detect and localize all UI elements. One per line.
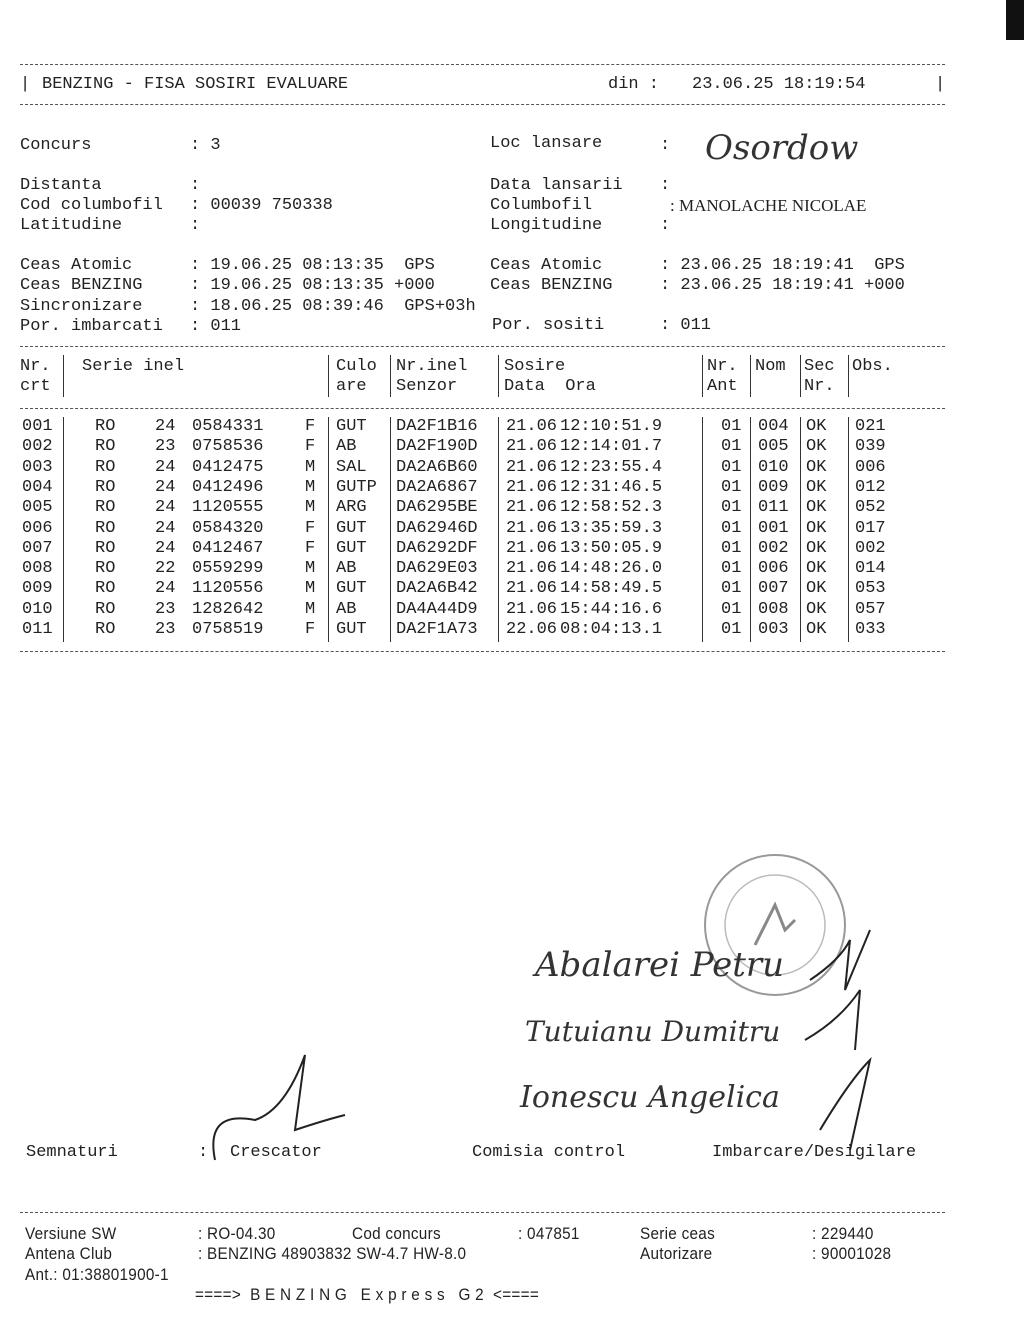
row-sec: OK: [806, 579, 827, 599]
column-separator: [498, 417, 499, 642]
row-nom: 006: [758, 559, 789, 579]
row-obs: 006: [855, 457, 886, 477]
column-separator: [848, 355, 849, 397]
row-sensor: DA629E03: [396, 559, 478, 579]
col-header-sec: Sec: [804, 357, 835, 376]
antena-value: : BENZING 48903832 SW-4.7 HW-8.0: [198, 1244, 467, 1263]
divider: [20, 651, 945, 652]
col-header-ant-2: Ant: [707, 377, 738, 396]
col-header-senzor-2: Senzor: [396, 377, 458, 396]
row-nr: 003: [22, 457, 53, 477]
concurs-label: Concurs: [20, 136, 92, 155]
row-date: 21.06: [506, 579, 558, 599]
row-year: 24: [155, 417, 176, 436]
row-sex: F: [305, 538, 316, 558]
row-obs: 021: [855, 417, 886, 436]
row-antenna: 01: [721, 498, 742, 518]
row-nr: 007: [22, 538, 53, 558]
row-year: 24: [155, 457, 176, 477]
versiune-value: : RO-04.30: [198, 1224, 276, 1243]
comisia-label: Comisia control: [472, 1143, 626, 1162]
scan-edge: [1006, 0, 1024, 40]
row-country: RO: [95, 417, 116, 436]
row-nr: 010: [22, 599, 53, 619]
row-nr: 011: [22, 620, 53, 639]
row-obs: 014: [855, 559, 886, 579]
column-separator: [750, 417, 751, 642]
row-year: 24: [155, 538, 176, 558]
row-date: 21.06: [506, 559, 558, 579]
row-time: 13:50:05.9: [560, 538, 663, 558]
row-ring-number: 0758519: [192, 620, 264, 639]
ceas-atomic-value: : 19.06.25 08:13:35 GPS: [190, 256, 435, 275]
row-country: RO: [95, 538, 116, 558]
din-value: 23.06.25 18:19:54: [692, 75, 866, 94]
row-year: 24: [155, 518, 176, 538]
ceas-benzing-value-right: : 23.06.25 18:19:41 +000: [660, 276, 905, 295]
column-separator: [390, 417, 391, 642]
ceas-benzing-label-right: Ceas BENZING: [490, 276, 613, 295]
row-antenna: 01: [721, 417, 742, 436]
row-nom: 001: [758, 518, 789, 538]
row-date: 21.06: [506, 437, 558, 457]
row-ring-number: 0559299: [192, 559, 264, 579]
row-obs: 039: [855, 437, 886, 457]
row-country: RO: [95, 518, 116, 538]
row-sec: OK: [806, 477, 827, 497]
row-time: 14:48:26.0: [560, 559, 663, 579]
row-sensor: DA4A44D9: [396, 599, 478, 619]
row-country: RO: [95, 457, 116, 477]
autorizare-label: Autorizare: [640, 1244, 713, 1263]
row-time: 15:44:16.6: [560, 599, 663, 619]
row-obs: 012: [855, 477, 886, 497]
latitudine-label: Latitudine: [20, 216, 123, 235]
row-antenna: 01: [721, 477, 742, 497]
row-sex: F: [305, 518, 316, 538]
row-antenna: 01: [721, 457, 742, 477]
row-nom: 007: [758, 579, 789, 599]
row-country: RO: [95, 437, 116, 457]
row-obs: 017: [855, 518, 886, 538]
row-sensor: DA2A6B60: [396, 457, 478, 477]
row-nr: 004: [22, 477, 53, 497]
row-time: 08:04:13.1: [560, 620, 663, 639]
row-year: 24: [155, 579, 176, 599]
signature-2: Tutuianu Dumitru: [525, 1015, 781, 1048]
row-time: 12:23:55.4: [560, 457, 663, 477]
col-header-obs: Obs.: [852, 357, 893, 376]
row-sex: F: [305, 417, 316, 436]
row-nr: 005: [22, 498, 53, 518]
row-time: 12:31:46.5: [560, 477, 663, 497]
sositi-label: Por. sositi: [492, 316, 605, 335]
row-nom: 002: [758, 538, 789, 558]
row-nr: 002: [22, 437, 53, 457]
data-lansarii-value: :: [660, 176, 671, 195]
column-separator: [328, 355, 329, 397]
row-sex: M: [305, 559, 316, 579]
din-label: din :: [608, 75, 660, 94]
row-sec: OK: [806, 437, 827, 457]
row-date: 21.06: [506, 538, 558, 558]
serie-ceas-value: : 229440: [812, 1224, 874, 1243]
ceas-atomic-value-right: : 23.06.25 18:19:41 GPS: [660, 256, 905, 275]
column-separator: [390, 355, 391, 397]
row-nom: 004: [758, 417, 789, 436]
row-date: 21.06: [506, 599, 558, 619]
longitudine-label: Longitudine: [490, 216, 603, 235]
row-antenna: 01: [721, 538, 742, 558]
row-obs: 057: [855, 599, 886, 619]
row-obs: 033: [855, 620, 886, 639]
row-nom: 009: [758, 477, 789, 497]
crescator-label: Crescator: [230, 1143, 322, 1162]
row-color: ARG: [336, 498, 367, 518]
row-nom: 010: [758, 457, 789, 477]
cod-concurs-value: : 047851: [518, 1224, 580, 1243]
row-nr: 001: [22, 417, 53, 436]
imbarcati-value: : 011: [190, 317, 242, 336]
row-country: RO: [95, 477, 116, 497]
row-ring-number: 0412475: [192, 457, 264, 477]
sincronizare-value: : 18.06.25 08:39:46 GPS+03h: [190, 297, 476, 316]
row-color: GUTP: [336, 477, 377, 497]
column-separator: [750, 355, 751, 397]
row-sensor: DA62946D: [396, 518, 478, 538]
ceas-atomic-label: Ceas Atomic: [20, 256, 133, 275]
distanta-value: :: [190, 176, 201, 195]
row-ring-number: 0758536: [192, 437, 264, 457]
ceas-benzing-value: : 19.06.25 08:13:35 +000: [190, 276, 435, 295]
row-sensor: DA2F1A73: [396, 620, 478, 639]
benzing-banner: ====> B E N Z I N G E x p r e s s G 2 <====: [195, 1285, 540, 1304]
antena-label: Antena Club: [25, 1244, 113, 1263]
row-time: 14:58:49.5: [560, 579, 663, 599]
row-year: 22: [155, 559, 176, 579]
row-sec: OK: [806, 498, 827, 518]
row-sensor: DA2A6867: [396, 477, 478, 497]
row-sensor: DA6292DF: [396, 538, 478, 558]
distanta-label: Distanta: [20, 176, 102, 195]
row-time: 12:58:52.3: [560, 498, 663, 518]
autorizare-value: : 90001028: [812, 1244, 892, 1263]
row-antenna: 01: [721, 620, 742, 639]
row-ring-number: 1120556: [192, 579, 264, 599]
col-header-culoare-2: are: [336, 377, 367, 396]
col-header-culoare: Culo: [336, 357, 377, 376]
row-sensor: DA6295BE: [396, 498, 478, 518]
versiune-label: Versiune SW: [25, 1224, 117, 1243]
bar: |: [935, 75, 946, 94]
row-color: SAL: [336, 457, 367, 477]
row-sec: OK: [806, 538, 827, 558]
row-obs: 053: [855, 579, 886, 599]
row-date: 21.06: [506, 477, 558, 497]
row-sex: M: [305, 457, 316, 477]
row-color: GUT: [336, 538, 367, 558]
row-ring-number: 0412467: [192, 538, 264, 558]
column-separator: [498, 355, 499, 397]
row-color: GUT: [336, 518, 367, 538]
sositi-value: : 011: [660, 316, 712, 335]
row-year: 24: [155, 477, 176, 497]
row-country: RO: [95, 599, 116, 619]
col-header-serie: Serie inel: [82, 357, 185, 376]
row-date: 21.06: [506, 498, 558, 518]
ceas-atomic-label-right: Ceas Atomic: [490, 256, 603, 275]
loc-lansare-colon: :: [660, 136, 671, 155]
col-header-senzor: Nr.inel: [396, 357, 468, 376]
divider: [20, 408, 945, 409]
row-antenna: 01: [721, 437, 742, 457]
row-sec: OK: [806, 417, 827, 436]
divider: [20, 346, 945, 347]
concurs-value: : 3: [190, 136, 221, 155]
row-antenna: 01: [721, 599, 742, 619]
col-header-ant: Nr.: [707, 357, 738, 376]
imbarcati-label: Por. imbarcati: [20, 317, 163, 336]
row-nom: 003: [758, 620, 789, 639]
cod-concurs-label: Cod concurs: [352, 1224, 441, 1243]
row-sec: OK: [806, 620, 827, 639]
row-time: 12:10:51.9: [560, 417, 663, 436]
column-separator: [800, 355, 801, 397]
row-year: 24: [155, 498, 176, 518]
row-nr: 008: [22, 559, 53, 579]
row-color: AB: [336, 559, 357, 579]
row-sex: F: [305, 437, 316, 457]
row-ring-number: 1120555: [192, 498, 264, 518]
row-sex: F: [305, 620, 316, 639]
row-nom: 005: [758, 437, 789, 457]
col-header-sec-2: Nr.: [804, 377, 835, 396]
columbofil-label: Columbofil: [490, 196, 593, 215]
cod-columbofil-label: Cod columbofil: [20, 196, 163, 215]
row-sensor: DA2F190D: [396, 437, 478, 457]
row-date: 21.06: [506, 417, 558, 436]
data-lansarii-label: Data lansarii: [490, 176, 623, 195]
row-date: 21.06: [506, 518, 558, 538]
signature-marks: [800, 920, 880, 1150]
imbarcare-label: Imbarcare/Desigilare: [712, 1143, 917, 1162]
column-separator: [702, 417, 703, 642]
sincronizare-label: Sincronizare: [20, 297, 143, 316]
cod-columbofil-value: : 00039 750338: [190, 196, 333, 215]
document-title: BENZING - FISA SOSIRI EVALUARE: [42, 75, 349, 94]
col-header-nom: Nom: [755, 357, 786, 376]
row-nr: 006: [22, 518, 53, 538]
loc-lansare-label: Loc lansare: [490, 134, 603, 153]
row-ring-number: 1282642: [192, 599, 264, 619]
loc-lansare-handwritten: Osordow: [705, 128, 859, 168]
row-time: 12:14:01.7: [560, 437, 663, 457]
row-color: GUT: [336, 620, 367, 639]
bar: |: [20, 75, 31, 94]
ceas-benzing-label: Ceas BENZING: [20, 276, 143, 295]
signature-1: Abalarei Petru: [535, 945, 785, 985]
row-sex: M: [305, 498, 316, 518]
column-separator: [702, 355, 703, 397]
row-sec: OK: [806, 559, 827, 579]
row-ring-number: 0584331: [192, 417, 264, 436]
row-nom: 008: [758, 599, 789, 619]
row-color: AB: [336, 437, 357, 457]
row-time: 13:35:59.3: [560, 518, 663, 538]
row-country: RO: [95, 559, 116, 579]
row-antenna: 01: [721, 579, 742, 599]
column-separator: [328, 417, 329, 642]
row-sensor: DA2F1B16: [396, 417, 478, 436]
row-antenna: 01: [721, 559, 742, 579]
col-header-sosire: Sosire: [504, 357, 566, 376]
row-sensor: DA2A6B42: [396, 579, 478, 599]
latitudine-value: :: [190, 216, 201, 235]
row-nom: 011: [758, 498, 789, 518]
row-ring-number: 0584320: [192, 518, 264, 538]
divider: [20, 64, 945, 65]
row-obs: 002: [855, 538, 886, 558]
column-separator: [63, 417, 64, 642]
longitudine-value: :: [660, 216, 671, 235]
row-year: 23: [155, 599, 176, 619]
row-obs: 052: [855, 498, 886, 518]
row-sex: M: [305, 579, 316, 599]
row-country: RO: [95, 498, 116, 518]
divider: [20, 104, 945, 105]
row-date: 21.06: [506, 457, 558, 477]
row-ring-number: 0412496: [192, 477, 264, 497]
row-date: 22.06: [506, 620, 558, 639]
row-sex: M: [305, 599, 316, 619]
row-year: 23: [155, 437, 176, 457]
semnaturi-label: Semnaturi: [26, 1143, 118, 1162]
col-header-crt: crt: [20, 377, 51, 396]
signature-3: Ionescu Angelica: [520, 1080, 780, 1115]
row-nr: 009: [22, 579, 53, 599]
serie-ceas-label: Serie ceas: [640, 1224, 715, 1243]
divider: [20, 1212, 945, 1213]
row-color: AB: [336, 599, 357, 619]
column-separator: [800, 417, 801, 642]
row-country: RO: [95, 579, 116, 599]
semnaturi-colon: :: [198, 1143, 209, 1162]
row-sec: OK: [806, 599, 827, 619]
row-sex: M: [305, 477, 316, 497]
row-year: 23: [155, 620, 176, 639]
column-separator: [63, 355, 64, 397]
row-antenna: 01: [721, 518, 742, 538]
ant-line: Ant.: 01:38801900-1: [25, 1265, 169, 1284]
row-color: GUT: [336, 417, 367, 436]
row-country: RO: [95, 620, 116, 639]
row-color: GUT: [336, 579, 367, 599]
col-header-nr: Nr.: [20, 357, 51, 376]
row-sec: OK: [806, 457, 827, 477]
columbofil-value: : MANOLACHE NICOLAE: [670, 196, 867, 215]
column-separator: [848, 417, 849, 642]
col-header-data-ora: Data Ora: [504, 377, 596, 396]
row-sec: OK: [806, 518, 827, 538]
